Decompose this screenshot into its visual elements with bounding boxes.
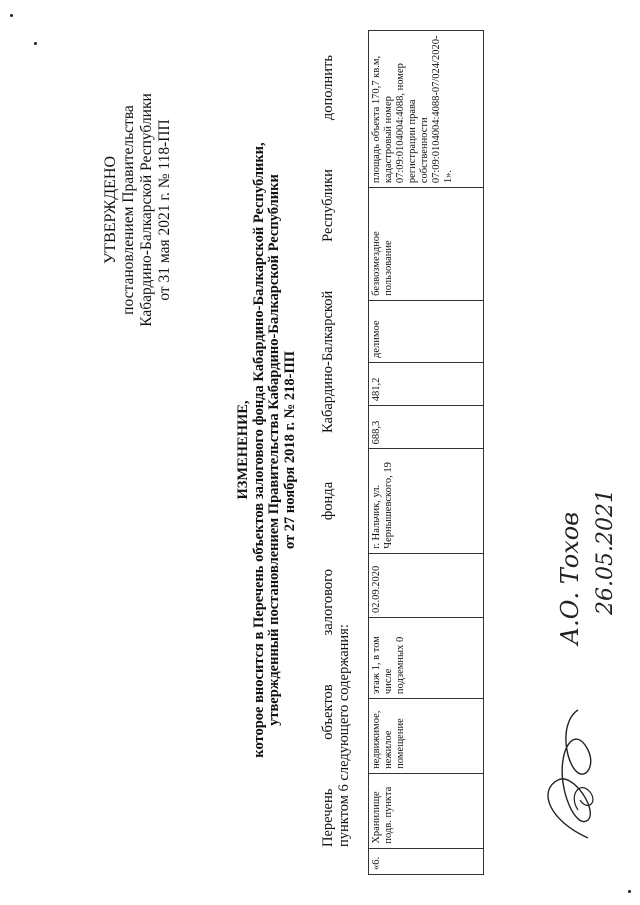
signature-scribble-icon bbox=[518, 700, 628, 850]
cell-name: Хранилище подв. пункта bbox=[369, 773, 484, 848]
intro-paragraph bbox=[320, 47, 352, 847]
title-line-1: которое вносится в Перечень объектов залогового фонда Кабардино-Балкарской Республики, bbox=[250, 142, 267, 758]
cell-type: недвижимое, нежилое помещение bbox=[369, 699, 484, 774]
approval-block bbox=[102, 40, 174, 380]
approval-heading: УТВЕРЖДЕНО bbox=[102, 156, 119, 265]
document-title bbox=[236, 55, 298, 845]
intro-word: Перечень bbox=[320, 788, 336, 847]
cell-floor: этаж 1, в том числе подземных 0 bbox=[369, 617, 484, 698]
stray-mark bbox=[628, 890, 631, 893]
cell-note: площадь объекта 170,7 кв.м, кадастровый номер 07:09:0104004:4088, номер регистрации права собственности 07:09:0104004:4088-07/024/2020-1». bbox=[369, 31, 484, 188]
stray-mark bbox=[10, 14, 13, 17]
intro-line-2: пунктом 6 следующего содержания: bbox=[336, 624, 352, 847]
cell-address: г. Нальчик, ул. Чернышевского, 19 bbox=[369, 449, 484, 553]
handwritten-signature-icon bbox=[548, 425, 628, 655]
intro-word: Республики bbox=[320, 169, 336, 242]
svg-text:26.05.2021: 26.05.2021 bbox=[593, 489, 618, 615]
title-word: ИЗМЕНЕНИЕ, bbox=[235, 400, 251, 500]
stray-mark bbox=[34, 42, 37, 45]
cell-right: безвозмездное пользование bbox=[369, 188, 484, 301]
intro-word: фонда bbox=[320, 481, 336, 521]
svg-text:А.О. Тохов: А.О. Тохов bbox=[556, 511, 584, 645]
cell-area-total: 688,3 bbox=[369, 406, 484, 449]
title-line-3: от 27 ноября 2018 г. № 218-ПП bbox=[281, 350, 298, 550]
cell-divisibility: делимое bbox=[369, 300, 484, 362]
title-line-2: утвержденный постановлением Правительства Кабардино-Балкарской Республики bbox=[266, 174, 282, 726]
table-row bbox=[369, 31, 484, 875]
cell-date: 02.09.2020 bbox=[369, 553, 484, 617]
cell-area-part: 481,2 bbox=[369, 363, 484, 406]
objects-table bbox=[368, 30, 484, 875]
intro-word: залогового bbox=[320, 569, 336, 636]
approval-line-1: постановлением Правительства bbox=[120, 105, 137, 315]
intro-word: Кабардино-Балкарской bbox=[320, 290, 336, 433]
approval-line-3: от 31 мая 2021 г. № 118-ПП bbox=[156, 119, 173, 301]
intro-line-1 bbox=[320, 55, 336, 847]
intro-word: дополнить bbox=[320, 55, 336, 121]
intro-word: объектов bbox=[320, 684, 336, 740]
approval-line-2: Кабардино-Балкарской Республики bbox=[138, 93, 155, 327]
cell-number: «6. bbox=[369, 848, 484, 874]
